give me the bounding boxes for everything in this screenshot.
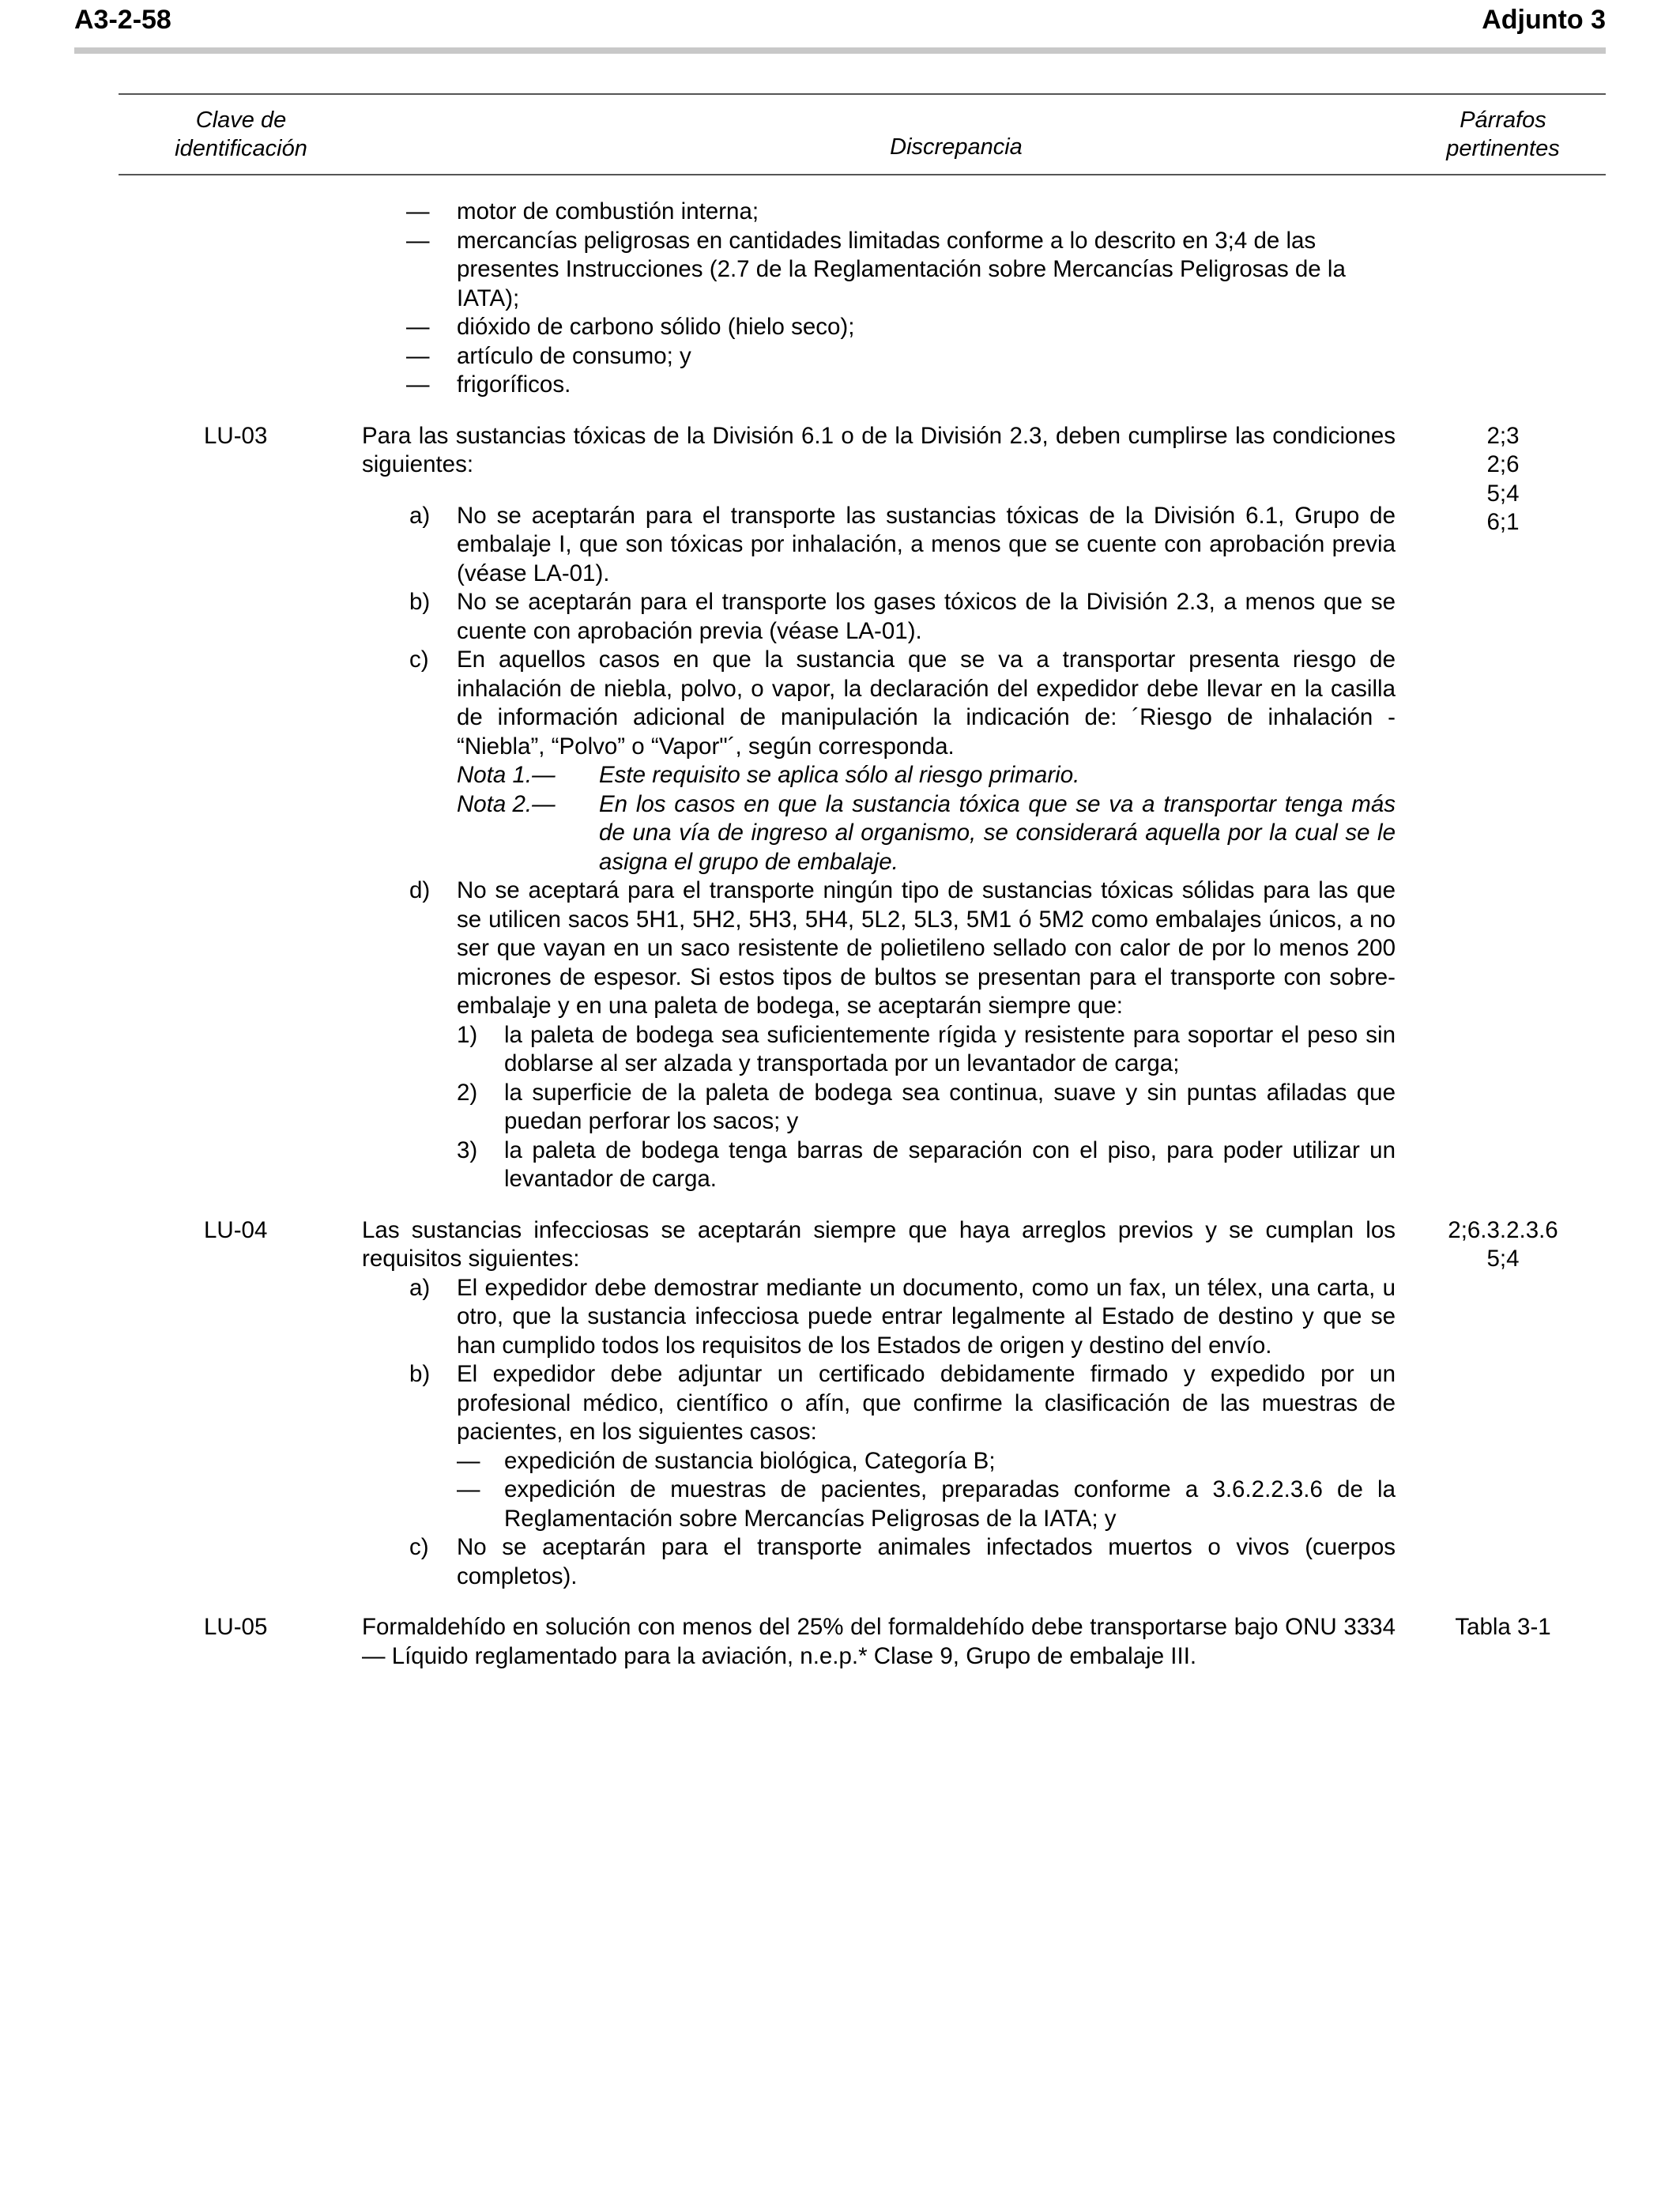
- page-header: [74, 5, 1606, 47]
- paragraph-ref: 2;3: [1486, 422, 1520, 449]
- list-item: [362, 1360, 1396, 1447]
- note-text: En los casos en que la sustancia tóxica que se va a transportar tenga más de una vía de ingreso al organismo, se considerará aquella por la cual se le asigna el grupo de embalaje.: [599, 790, 1396, 875]
- table-row-lu03: [119, 422, 1606, 1194]
- dash-mark: —: [406, 314, 430, 340]
- list-item: [362, 1274, 1396, 1361]
- item-label: b): [409, 1361, 431, 1387]
- row-intro: Las sustancias infecciosas se aceptarán siempre que haya arreglos previos y se cumplan los requisitos siguientes:: [362, 1216, 1396, 1272]
- item-text: El expedidor debe adjuntar un certificado debidamente firmado y expedido por un profesional médico, científico o afín, que confirme la clasificación de las muestras de pacientes, en los siguientes casos:: [457, 1361, 1396, 1445]
- item-text: El expedidor debe demostrar mediante un documento, como un fax, un télex, una carta, u otro, que la sustancia infecciosa puede entrar legalmente al Estado de destino y que se han cumplido todos los requisitos de los Estados de origen y destino del envío.: [457, 1274, 1396, 1359]
- sub-text: la superficie de la paleta de bodega sea continua, suave y sin puntas afiladas que puedan perforar los sacos; y: [504, 1079, 1396, 1134]
- row-paragraphs: [1400, 422, 1606, 537]
- header-key-line1: Clave de: [195, 107, 287, 133]
- header-key-line2: identificación: [175, 136, 307, 161]
- paragraph-ref: 6;1: [1486, 509, 1520, 535]
- row-discrepancy: [362, 1216, 1396, 1592]
- sub-item: [362, 1021, 1396, 1079]
- sub-item: [362, 1079, 1396, 1137]
- list-item: [362, 342, 1396, 371]
- row-paragraphs: [1400, 1216, 1606, 1274]
- dash-mark: —: [457, 1447, 480, 1474]
- table-row-lu05: [119, 1613, 1606, 1671]
- header-rule: [74, 47, 1606, 54]
- paragraph-ref: 2;6.3.2.3.6: [1448, 1216, 1558, 1243]
- item-text: En aquellos casos en que la sustancia que se va a transportar presenta riesgo de inhalación de niebla, polvo, o vapor, la declaración del expedidor debe llevar en la casilla de información adicional de manipulación la indicación de: ´Riesgo de inhalación - “Niebla”, “Polvo” o “Vapor"´, según corresponda.: [457, 647, 1396, 760]
- note-text: Este requisito se aplica sólo al riesgo primario.: [599, 762, 1080, 788]
- note: [362, 761, 1396, 790]
- table-body: [119, 198, 1606, 1671]
- list-item: [362, 371, 1396, 400]
- item-label: b): [409, 589, 431, 615]
- table-row: [119, 198, 1606, 400]
- list-item-text: mercancías peligrosas en cantidades limitadas conforme a lo descrito en 3;4 de las presentes Instrucciones (2.7 de la Reglamentación sobre Mercancías Peligrosas de la IATA);: [457, 227, 1346, 311]
- paragraph-ref: 5;4: [1486, 1246, 1520, 1272]
- sub-item: [362, 1447, 1396, 1476]
- header-par-line2: pertinentes: [1446, 136, 1560, 161]
- header-key: [119, 106, 363, 163]
- table-header: [119, 93, 1606, 175]
- list-item: [362, 198, 1396, 227]
- item-label: d): [409, 877, 431, 903]
- continuation-list: [362, 198, 1396, 400]
- row-intro: Formaldehído en solución con menos del 25% del formaldehído debe transportarse bajo ONU 3334 — Líquido reglamentado para la aviación, n.e.p.* Clase 9, Grupo de embalaje III.: [362, 1614, 1396, 1669]
- item-text: No se aceptarán para el transporte los gases tóxicos de la División 2.3, a menos que se cuente con aprobación previa (véase LA-01).: [457, 589, 1396, 644]
- list-item: [362, 588, 1396, 646]
- dash-mark: —: [406, 198, 430, 224]
- note-label: Nota 2.—: [457, 790, 556, 817]
- list-item-text: frigoríficos.: [457, 371, 571, 398]
- item-label: c): [409, 1534, 429, 1560]
- header-paragraphs: [1400, 106, 1606, 163]
- row-key: LU-03: [204, 422, 268, 449]
- list-item: [362, 227, 1396, 314]
- paragraph-ref: 5;4: [1486, 480, 1520, 507]
- row-discrepancy: [362, 1613, 1396, 1671]
- header-par-line1: Párrafos: [1460, 107, 1546, 133]
- sub-item: [362, 1137, 1396, 1194]
- row-key: LU-04: [204, 1216, 268, 1243]
- table-row-lu04: [119, 1216, 1606, 1592]
- dash-mark: —: [406, 371, 430, 398]
- sub-text: expedición de sustancia biológica, Categoría B;: [504, 1447, 996, 1474]
- list-item: [362, 502, 1396, 589]
- row-discrepancy: [362, 422, 1396, 1194]
- dash-mark: —: [406, 227, 430, 254]
- item-label: a): [409, 1274, 431, 1301]
- sub-text: la paleta de bodega sea suficientemente rígida y resistente para soportar el peso sin doblarse al ser alzada y transportada por un levantador de carga;: [504, 1021, 1396, 1076]
- list-item: [362, 876, 1396, 1021]
- item-text: No se aceptarán para el transporte las sustancias tóxicas de la División 6.1, Grupo de embalaje I, que son tóxicas por inhalación, a menos que se cuente con aprobación previa (véase LA-01).: [457, 502, 1396, 586]
- sub-item: [362, 1476, 1396, 1533]
- dash-mark: —: [406, 342, 430, 369]
- sub-text: expedición de muestras de pacientes, preparadas conforme a 3.6.2.2.3.6 de la Reglamentación sobre Mercancías Peligrosas de la IATA; y: [504, 1476, 1396, 1532]
- list-item: [362, 1533, 1396, 1591]
- paragraph-ref: Tabla 3-1: [1455, 1614, 1551, 1640]
- dash-mark: —: [457, 1476, 480, 1502]
- list-item: [362, 646, 1396, 761]
- list-item-text: artículo de consumo; y: [457, 342, 691, 369]
- sub-label: 2): [457, 1079, 478, 1106]
- list-item-text: dióxido de carbono sólido (hielo seco);: [457, 314, 855, 340]
- annex-label: Adjunto 3: [1482, 5, 1606, 35]
- note-label: Nota 1.—: [457, 762, 556, 788]
- note: [362, 790, 1396, 877]
- row-intro: Para las sustancias tóxicas de la División 6.1 o de la División 2.3, deben cumplirse las condiciones siguientes:: [362, 422, 1396, 477]
- paragraph-ref: 2;6: [1486, 451, 1520, 477]
- sub-text: la paleta de bodega tenga barras de separación con el piso, para poder utilizar un levantador de carga.: [504, 1137, 1396, 1192]
- row-key: LU-05: [204, 1614, 268, 1640]
- sub-label: 3): [457, 1137, 478, 1163]
- row-paragraphs: [1400, 1613, 1606, 1642]
- item-text: No se aceptarán para el transporte animales infectados muertos o vivos (cuerpos completos).: [457, 1534, 1396, 1589]
- sub-label: 1): [457, 1021, 478, 1048]
- page-number: A3-2-58: [74, 5, 171, 35]
- list-item-text: motor de combustión interna;: [457, 198, 759, 224]
- list-item: [362, 313, 1396, 342]
- item-text: No se aceptará para el transporte ningún tipo de sustancias tóxicas sólidas para las que se utilicen sacos 5H1, 5H2, 5H3, 5H4, 5L2, 5L3, 5M1 ó 5M2 como embalajes únicos, a no ser que vayan en un saco resistente de polietileno sellado con calor de por lo menos 200 micrones de espesor. Si estos tipos de bultos se presentan para el transporte con sobre-embalaje y en una paleta de bodega, se aceptarán siempre que:: [457, 877, 1396, 1019]
- item-label: c): [409, 647, 429, 673]
- item-label: a): [409, 502, 431, 529]
- header-discrepancy: Discrepancia: [890, 134, 1023, 160]
